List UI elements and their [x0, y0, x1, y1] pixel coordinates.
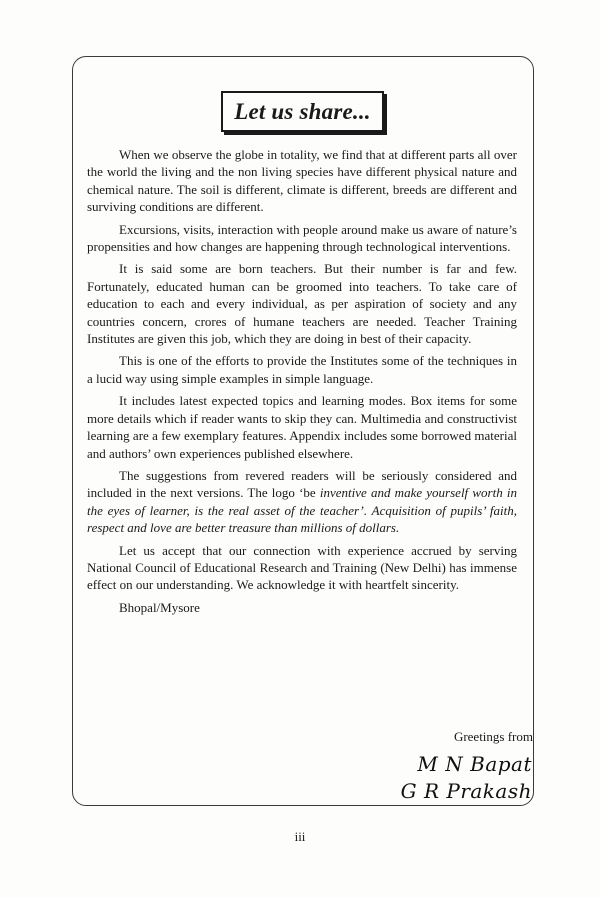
- paragraph-4: This is one of the efforts to provide the Institutes some of the techniques in a lucid way using simple examples in simple language.: [87, 353, 517, 386]
- paragraph-2: Excursions, visits, interaction with people around make us aware of nature’s propensities and how changes are happening through technological interventions.: [87, 221, 517, 255]
- paragraph-5: It includes latest expected topics and learning modes. Box items for some more details which if reader wants to skip they can. Multimedia and constructivist learning are a few exemplary features. Appendix includes some borrowed material and authors’ own experiences published elsewhere.: [87, 393, 517, 461]
- place-line: Bhopal/Mysore: [119, 599, 200, 615]
- title-box: [221, 91, 384, 132]
- greeting-line: Greetings from: [453, 729, 533, 744]
- paragraph-6: [87, 467, 517, 537]
- paragraph-6-text: The suggestions from revered readers will be seriously considered and included in the next versions. The logo ‘be: [87, 467, 517, 501]
- paragraph-6-quote: inventive and make yourself worth in the eyes of learner, is the real asset of the teacher’. Acquisition of pupils’ faith, respect and love are better treasure than millions of dollars.: [87, 485, 517, 536]
- page-title: Let us share...: [234, 98, 371, 124]
- page-number: iii: [294, 829, 306, 844]
- signature-prakash: G R Prakash: [400, 779, 532, 803]
- paragraph-3: It is said some are born teachers. But their number is far and few. Fortunately, educated human can be groomed into teachers. To take care of education to each and every individual, as per aspiration of society and any countries concern, crores of humane teachers are needed. Teacher Training Institutes are given this job, which they are doing in best of their capacity.: [87, 261, 517, 347]
- body-text: [87, 146, 517, 621]
- paragraph-1: When we observe the globe in totality, we find that at different parts all over the world the living and the non living species have different physical nature and chemical nature. The soil is different, climate is different, breeds are different and surviving conditions are different.: [87, 147, 517, 215]
- signature-bapat: M N Bapat: [417, 752, 532, 776]
- paragraph-7: Let us accept that our connection with experience accrued by serving National Council of Educational Research and Training (New Delhi) has immense effect on our understanding. We acknowledge it with heartfelt sincerity.: [87, 542, 517, 593]
